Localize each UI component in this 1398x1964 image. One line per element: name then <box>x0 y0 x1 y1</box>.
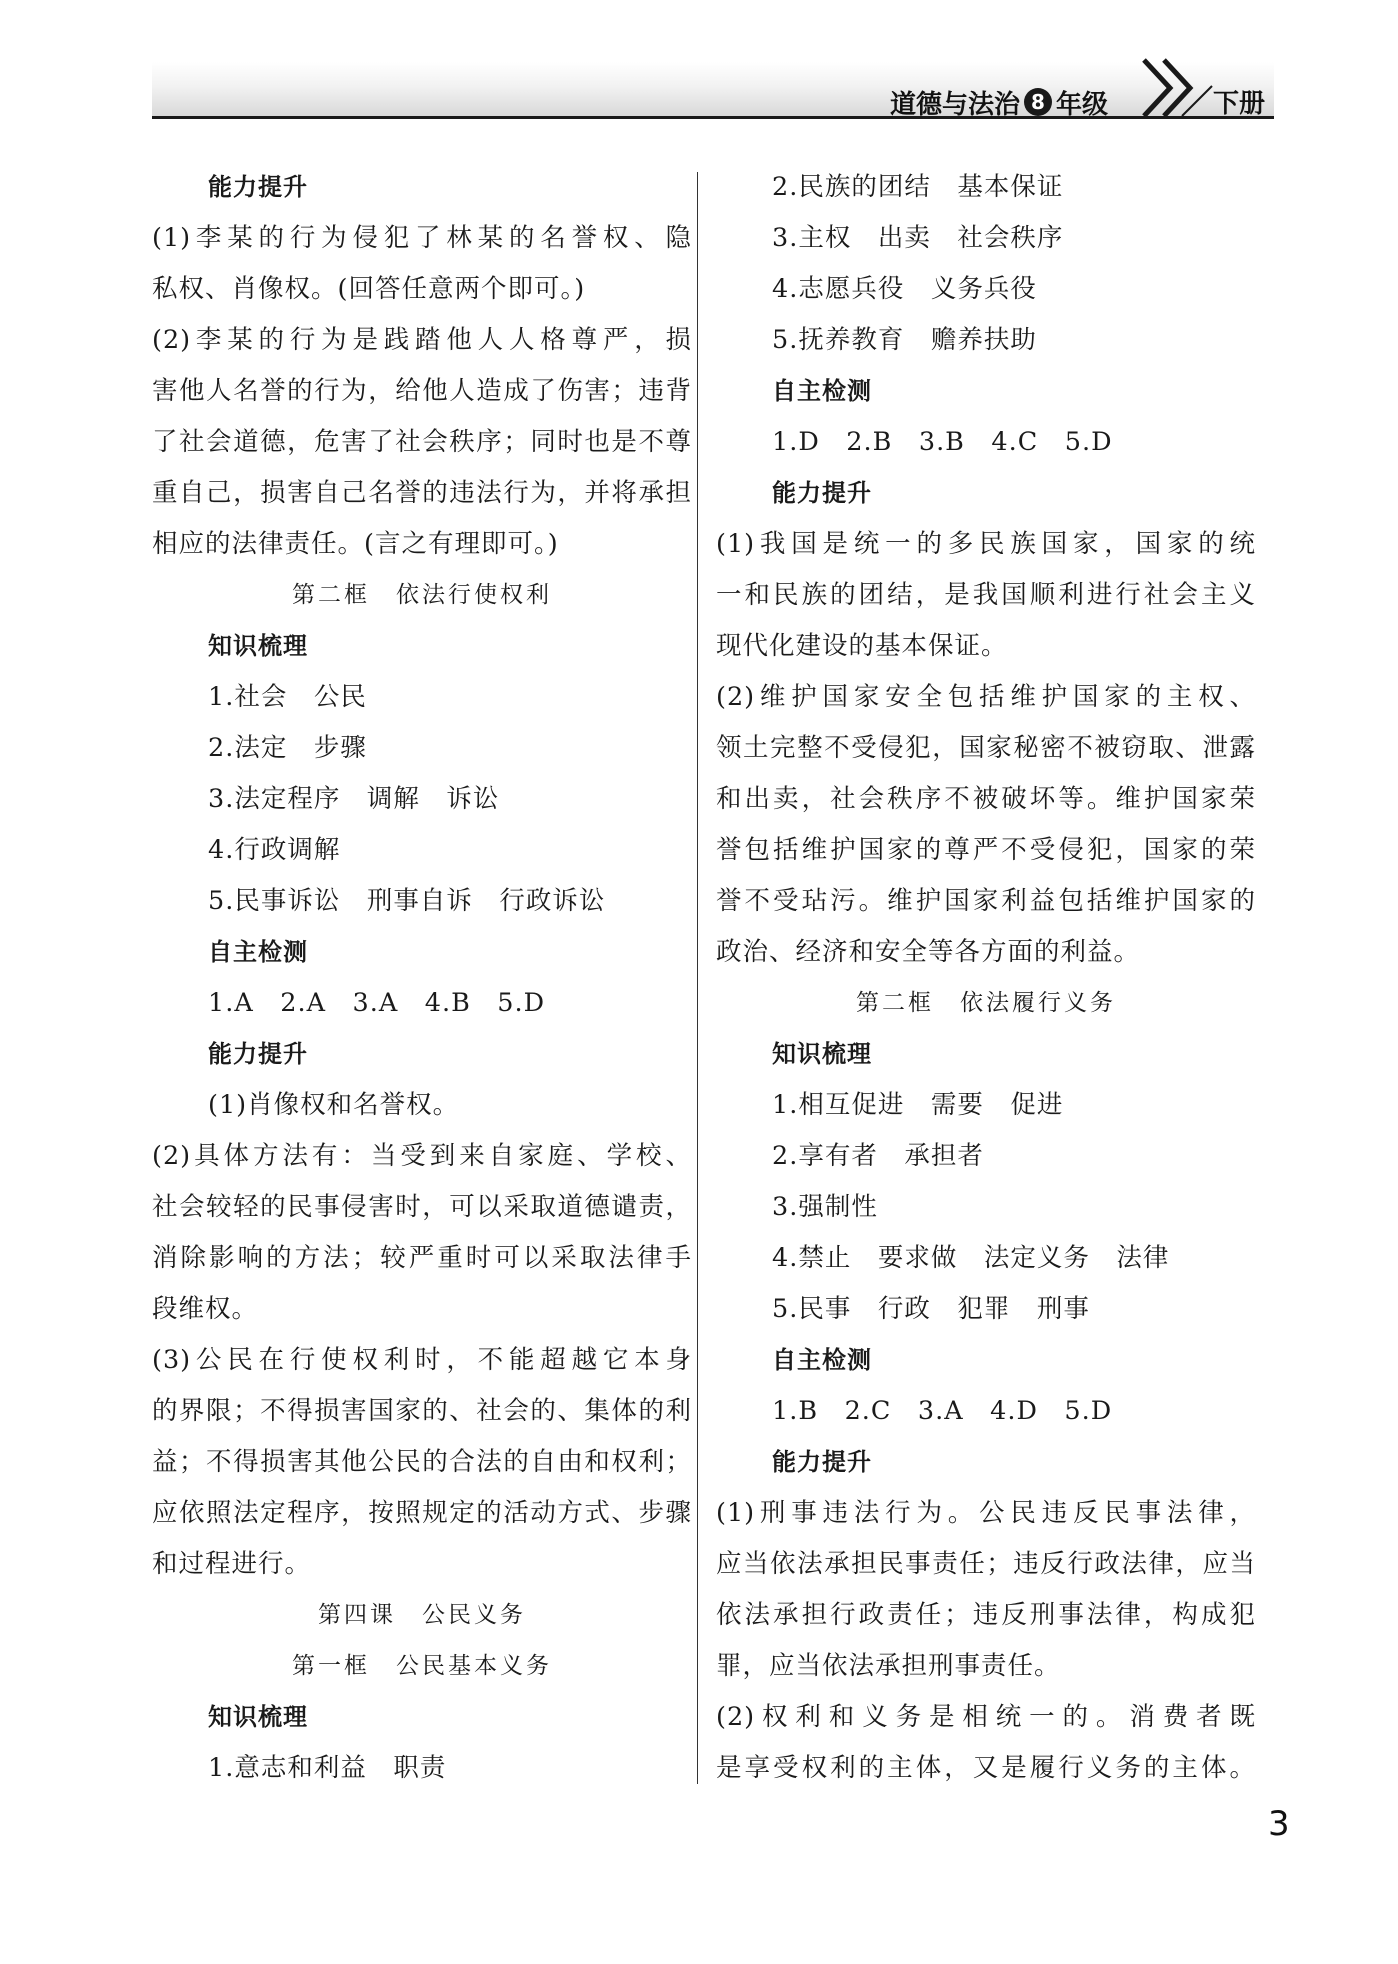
answer-line: 4.行政调解 <box>208 835 341 865</box>
text-line: 誉不受玷污。维护国家利益包括维护国家的 <box>716 886 1256 916</box>
answer-line: 4.禁止 要求做 法定义务 法律 <box>772 1243 1170 1273</box>
text-line: 消除影响的方法；较严重时可以采取法律手 <box>152 1243 692 1273</box>
text-line: (2)维护国家安全包括维护国家的主权、 <box>716 682 1256 712</box>
grade-badge: 8 <box>1024 88 1052 116</box>
text-line: 的界限；不得损害国家的、社会的、集体的利 <box>152 1396 692 1426</box>
text-line: 现代化建设的基本保证。 <box>716 631 1008 661</box>
answer-column-right <box>716 162 1256 1794</box>
text-line: 社会较轻的民事侵害时，可以采取道德谴责， <box>152 1192 692 1222</box>
section-heading: 自主检测 <box>208 938 308 966</box>
answer-line: 3.法定程序 调解 诉讼 <box>208 784 500 814</box>
text-line: (2)具体方法有：当受到来自家庭、学校、 <box>152 1141 692 1171</box>
text-line: (1)我国是统一的多民族国家，国家的统 <box>716 529 1256 559</box>
subsection-title: 第二框 依法行使权利 <box>292 582 552 608</box>
volume-label: 下册 <box>1212 88 1265 119</box>
answer-line: 3.强制性 <box>772 1192 878 1222</box>
text-line: (3)公民在行使权利时，不能超越它本身 <box>152 1345 692 1375</box>
text-line: 一和民族的团结，是我国顺利进行社会主义 <box>716 580 1256 610</box>
answer-line: 2.享有者 承担者 <box>772 1141 984 1171</box>
text-line: 益；不得损害其他公民的合法的自由和权利； <box>152 1447 692 1477</box>
text-line: 重自己，损害自己名誉的违法行为，并将承担 <box>152 478 692 508</box>
section-heading: 能力提升 <box>772 479 872 507</box>
text-line: (2)权利和义务是相统一的。消费者既 <box>716 1702 1256 1732</box>
text-line: (1)刑事违法行为。公民违反民事法律， <box>716 1498 1256 1528</box>
answer-line: 4.志愿兵役 义务兵役 <box>772 274 1037 304</box>
text-line: 是享受权利的主体，又是履行义务的主体。 <box>716 1753 1256 1783</box>
answer-line: 5.民事 行政 犯罪 刑事 <box>772 1294 1090 1324</box>
subsection-title: 第一框 公民基本义务 <box>292 1653 552 1679</box>
text-line: 领土完整不受侵犯，国家秘密不被窃取、泄露 <box>716 733 1256 763</box>
text-line: 相应的法律责任。(言之有理即可。) <box>152 529 559 559</box>
answer-line: 3.主权 出卖 社会秩序 <box>772 223 1064 253</box>
answer-line: 5.民事诉讼 刑事自诉 行政诉讼 <box>208 886 606 916</box>
text-line: 段维权。 <box>152 1294 259 1324</box>
section-heading: 能力提升 <box>772 1448 872 1476</box>
subject-name: 道德与法治 <box>890 89 1021 120</box>
column-divider <box>697 172 698 1784</box>
answer-line: 1.社会 公民 <box>208 682 367 712</box>
section-heading: 知识梳理 <box>208 1703 308 1731</box>
answer-line: 1.相互促进 需要 促进 <box>772 1090 1064 1120</box>
text-line: 和过程进行。 <box>152 1549 312 1579</box>
section-heading: 能力提升 <box>208 1040 308 1068</box>
answer-line: 1.意志和利益 职责 <box>208 1753 447 1783</box>
text-line: 和出卖，社会秩序不被破坏等。维护国家荣 <box>716 784 1256 814</box>
text-line: 罪，应当依法承担刑事责任。 <box>716 1651 1061 1681</box>
grade-label: 年级 <box>1056 89 1109 120</box>
subsection-title: 第二框 依法履行义务 <box>856 990 1116 1016</box>
answer-line: 5.抚养教育 赡养扶助 <box>772 325 1037 355</box>
answer-column-left <box>152 162 692 1794</box>
answer-line: 1.B 2.C 3.A 4.D 5.D <box>772 1396 1113 1426</box>
text-line: 了社会道德，危害了社会秩序；同时也是不尊 <box>152 427 692 457</box>
text-line: 誉包括维护国家的尊严不受侵犯，国家的荣 <box>716 835 1256 865</box>
text-line: 私权、肖像权。(回答任意两个即可。) <box>152 274 586 304</box>
page-number: 3 <box>1268 1804 1290 1844</box>
text-line: 害他人名誉的行为，给他人造成了伤害；违背 <box>152 376 692 406</box>
answer-line: 1.D 2.B 3.B 4.C 5.D <box>772 427 1113 457</box>
subsection-title: 第四课 公民义务 <box>318 1602 526 1628</box>
section-heading: 知识梳理 <box>208 632 308 660</box>
section-heading: 知识梳理 <box>772 1040 872 1068</box>
text-line: 依法承担行政责任；违反刑事法律，构成犯 <box>716 1600 1256 1630</box>
section-heading: 自主检测 <box>772 377 872 405</box>
section-heading: 能力提升 <box>208 173 308 201</box>
answer-line: (1)肖像权和名誉权。 <box>208 1090 460 1120</box>
text-line: (1)李某的行为侵犯了林某的名誉权、隐 <box>152 223 692 253</box>
text-line: 应当依法承担民事责任；违反行政法律，应当 <box>716 1549 1256 1579</box>
answer-line: 2.法定 步骤 <box>208 733 367 763</box>
answer-line: 1.A 2.A 3.A 4.B 5.D <box>208 988 546 1018</box>
text-line: 应依照法定程序，按照规定的活动方式、步骤 <box>152 1498 692 1528</box>
book-title <box>890 84 1108 120</box>
text-line: 政治、经济和安全等各方面的利益。 <box>716 937 1141 967</box>
text-line: (2)李某的行为是践踏他人人格尊严，损 <box>152 325 692 355</box>
answer-line: 2.民族的团结 基本保证 <box>772 172 1064 202</box>
section-heading: 自主检测 <box>772 1346 872 1374</box>
